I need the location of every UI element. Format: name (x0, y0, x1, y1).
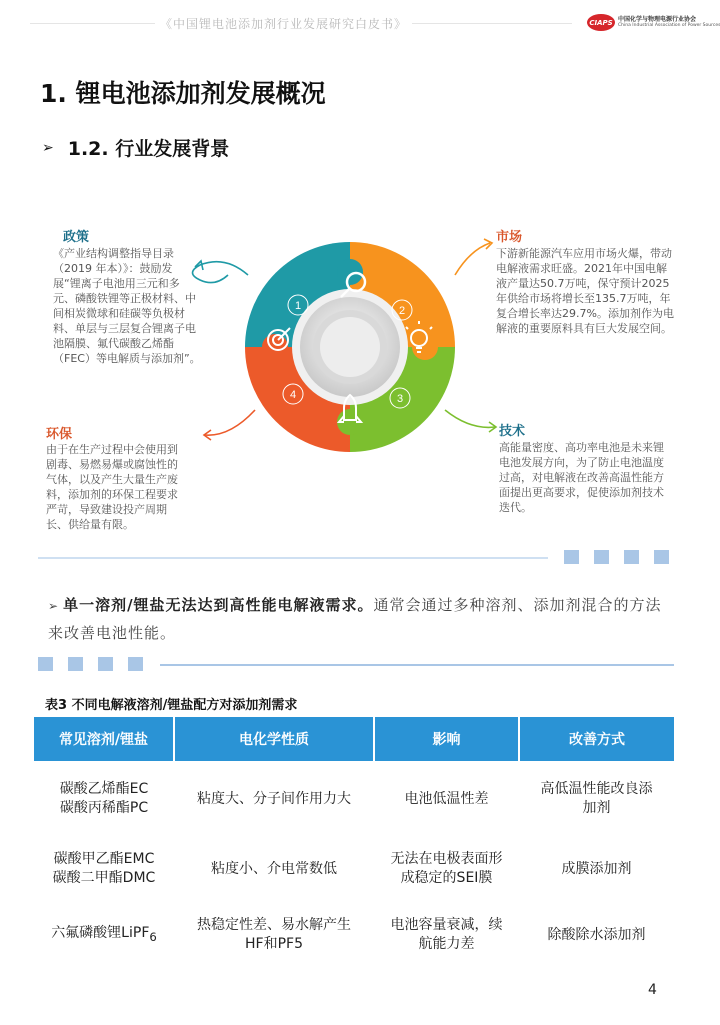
bullet-lead: 单一溶剂/锂盐无法达到高性能电解液需求。 (63, 596, 374, 614)
policy-line: 《产业结构调整指导目录 (53, 247, 174, 260)
policy-line: 展“锂离子电池用三元和多 (53, 277, 180, 290)
table-row (34, 837, 674, 901)
compound-name: 六氟磷酸锂LiPF (51, 924, 150, 941)
header-rule (30, 23, 155, 24)
subscript: 6 (149, 929, 157, 944)
header-rule (412, 23, 572, 24)
market-line: 年供给市场将增长至135.7万吨，年 (496, 292, 671, 305)
market-title: 市场 (496, 230, 523, 245)
page-number: 4 (648, 982, 657, 998)
technology-line: 高能量密度、高功率电池是未来锂 (499, 441, 664, 454)
divider-square (654, 550, 669, 564)
policy-line: （FEC）等电解质与添加剂”。 (53, 352, 201, 365)
divider-square (594, 550, 609, 564)
technology-line: 面提出更高要求，促使添加剂技术 (499, 486, 664, 499)
divider-square (98, 657, 113, 671)
divider-line (160, 664, 674, 666)
segment-number: 1 (294, 300, 302, 312)
divider-square (128, 657, 143, 671)
table-cell: 粘度小、介电常数低 (211, 860, 337, 877)
association-logo: CIAPS (587, 14, 615, 31)
divider-square (564, 550, 579, 564)
market-line: 解液的重要原料具有巨大发展空间。 (496, 322, 672, 335)
table-caption: 表3 不同电解液溶剂/锂盐配方对添加剂需求 (45, 698, 298, 713)
environment-line: 由于在生产过程中会使用到 (46, 443, 178, 456)
section-divider (0, 550, 710, 566)
policy-line: 料、单层与三层复合锂离子电 (53, 322, 196, 335)
subsection-title: 1.2. 行业发展背景 (67, 138, 230, 160)
bullet-text: 通常会通过多种溶剂、添加剂混合的方法来改善电池性能。 (48, 596, 662, 642)
market-text (496, 246, 686, 336)
table-row (34, 901, 674, 969)
environment-line: 长、供给量有限。 (46, 518, 134, 531)
section-divider (0, 657, 710, 673)
environment-text (46, 442, 216, 532)
technology-text (499, 440, 689, 515)
arrow-bullet-icon: ➢ (48, 599, 60, 613)
segment-number: 2 (398, 305, 406, 317)
environment-line: 严苛，导致建设投产周期 (46, 503, 167, 516)
environment-line: 气体，以及产生大量生产废 (46, 473, 178, 486)
additive-requirement-table (34, 717, 674, 969)
header-title: 《中国锂电池添加剂行业发展研究白皮书》 (160, 17, 408, 31)
technology-title: 技术 (499, 424, 526, 439)
divider-square (38, 657, 53, 671)
market-line: 电解液需求旺盛。2021年中国电解 (496, 262, 667, 275)
environment-line: 剧毒、易燃易爆或腐蚀性的 (46, 458, 178, 471)
policy-text (53, 246, 228, 366)
environment-title: 环保 (46, 427, 73, 442)
policy-line: 池隔膜、氟代碳酸乙烯酯 (53, 337, 174, 350)
divider-square (68, 657, 83, 671)
bullet-paragraph (48, 592, 668, 647)
table-cell: 碳酸甲乙酯EMC 碳酸二甲酯DMC (52, 851, 156, 886)
table-row (34, 761, 674, 837)
subsection-heading (42, 134, 229, 161)
industry-background-infographic (0, 215, 710, 545)
segment-number: 4 (289, 389, 297, 401)
table-cell: 碳酸乙烯酯EC 碳酸丙稀酯PC (59, 781, 149, 816)
section-title: 1. 锂电池添加剂发展概况 (40, 79, 326, 108)
divider-square (624, 550, 639, 564)
table-header-cell: 影响 (374, 717, 519, 761)
association-name-en: China Industrial Association of Power Sources (618, 23, 720, 28)
policy-line: （2019 年本）》：鼓励发 (53, 262, 173, 275)
divider-line (38, 557, 548, 559)
table-cell: 电池容量衰减，续 航能力差 (390, 917, 503, 952)
table-cell: 电池低温性差 (404, 790, 489, 807)
market-line: 复合增长率达29.7%。添加剂作为电 (496, 307, 674, 320)
table-header-cell: 电化学性质 (174, 717, 374, 761)
page-header (0, 10, 720, 36)
segment-number: 3 (396, 393, 404, 405)
technology-line: 过高，对电解液在改善高温性能方 (499, 471, 664, 484)
policy-line: 间相炭微球和硅碳等负极材 (53, 307, 185, 320)
table-cell (34, 901, 174, 969)
environment-line: 料，添加剂的环保工程要求 (46, 488, 178, 501)
table-cell: 除酸除水添加剂 (547, 926, 646, 943)
technology-line: 迭代。 (499, 501, 532, 514)
table-cell: 无法在电极表面形 成稳定的SEI膜 (390, 851, 503, 886)
table-header-row (34, 717, 674, 761)
table-header-cell: 常见溶剂/锂盐 (34, 717, 174, 761)
table-header-cell: 改善方式 (519, 717, 674, 761)
market-line: 下游新能源汽车应用市场火爆，带动 (496, 247, 672, 260)
table-cell: 热稳定性差、易水解产生 HF和PF5 (197, 917, 351, 952)
association-name: 中国化学与物理电源行业协会 (618, 16, 697, 23)
policy-title: 政策 (63, 230, 90, 245)
table-cell: 高低温性能改良添 加剂 (540, 781, 653, 816)
policy-line: 元、磷酸铁锂等正极材料、中 (53, 292, 196, 305)
arrow-bullet-icon: ➢ (42, 139, 54, 156)
table-cell: 成膜添加剂 (561, 860, 632, 877)
technology-line: 电池发展方向，为了防止电池温度 (499, 456, 664, 469)
market-line: 液产量达50.7万吨，保守预计2025 (496, 277, 670, 290)
table-cell: 粘度大、分子间作用力大 (197, 790, 351, 807)
